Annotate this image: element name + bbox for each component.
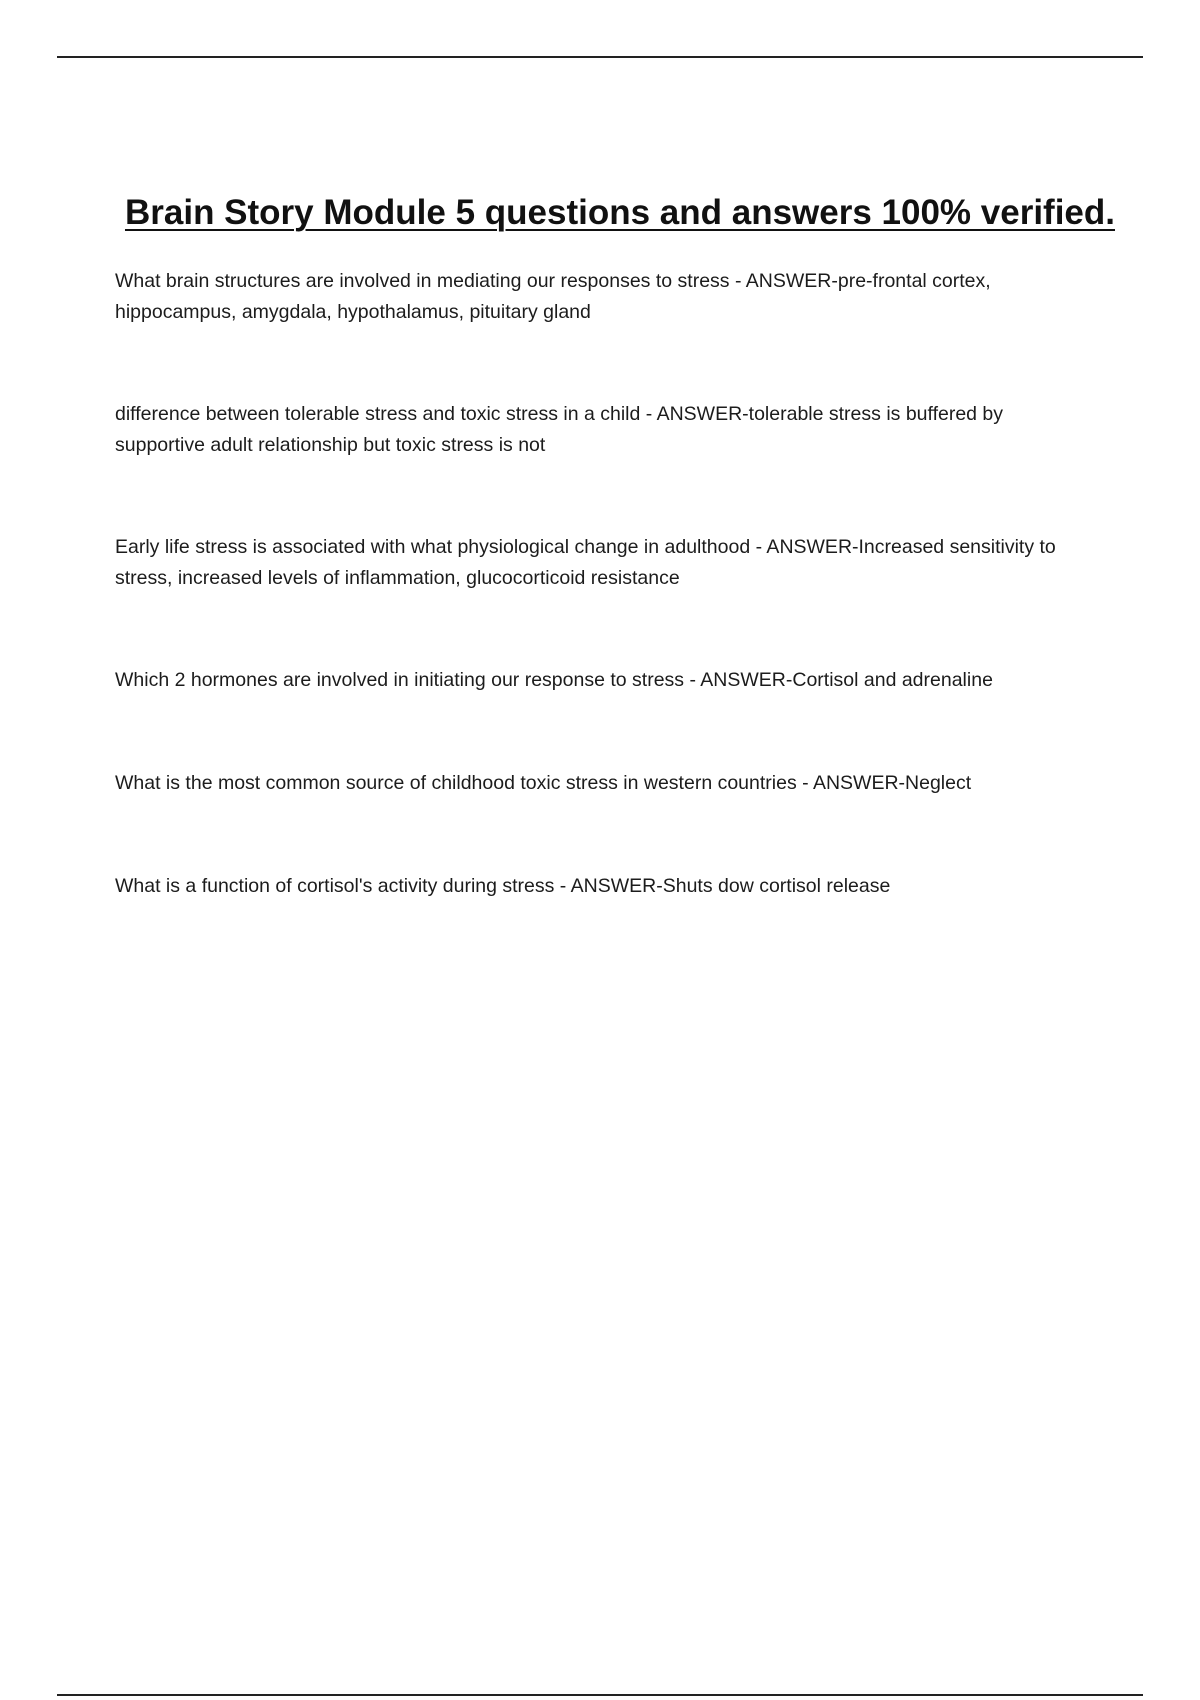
qa-item: What is the most common source of childhood toxic stress in western countries - ANSWER-Neglect: [115, 772, 972, 794]
qa-item: Which 2 hormones are involved in initiating our response to stress - ANSWER-Cortisol and adrenaline: [115, 669, 993, 691]
top-divider: [57, 56, 1143, 58]
document-title: Brain Story Module 5 questions and answers 100% verified.: [124, 193, 1115, 232]
qa-item: What brain structures are involved in mediating our responses to stress - ANSWER-pre-frontal cortex, hippocampus, amygdala, hypothalamus, pituitary gland: [115, 270, 991, 323]
qa-item: difference between tolerable stress and toxic stress in a child - ANSWER-tolerable stress is buffered by supportive adult relationship but toxic stress is not: [115, 403, 1004, 456]
bottom-divider: [57, 1694, 1143, 1696]
qa-list: [115, 266, 1095, 974]
qa-item: Early life stress is associated with what physiological change in adulthood - ANSWER-Increased sensitivity to stress, increased levels of inflammation, glucocorticoid resistance: [115, 536, 1056, 589]
qa-item: What is a function of cortisol's activity during stress - ANSWER-Shuts dow cortisol release: [115, 875, 891, 897]
